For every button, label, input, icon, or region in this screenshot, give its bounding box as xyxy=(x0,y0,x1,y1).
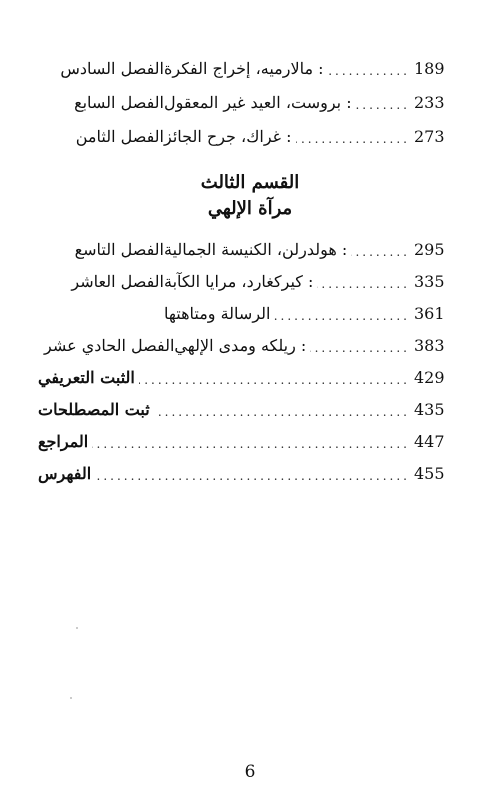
dot-leader xyxy=(310,338,410,358)
chapter-title: : ريلكه ومدى الإلهي xyxy=(174,336,307,355)
chapter-label: الفصل التاسع xyxy=(74,240,164,259)
page-number: 233 xyxy=(414,93,445,112)
backmatter-title: الثبت التعريفي xyxy=(38,368,135,387)
dot-leader xyxy=(356,95,410,115)
chapter-title: الرسالة ومتاهتها xyxy=(164,304,271,323)
chapter-label: الفصل السادس xyxy=(60,59,164,78)
page-number: 189 xyxy=(414,59,445,78)
page-number: 455 xyxy=(414,464,445,483)
chapter-title: : غراك، جرح الجائز xyxy=(164,127,292,146)
dot-leader xyxy=(274,306,410,326)
toc-entry xyxy=(38,398,448,422)
toc-entry xyxy=(38,91,448,115)
scan-speck xyxy=(70,697,72,699)
toc-entry xyxy=(38,270,448,294)
chapter-label: الفصل الثامن xyxy=(75,127,164,146)
page-number: 335 xyxy=(414,272,445,291)
dot-leader xyxy=(139,370,410,390)
backmatter-title: المراجع xyxy=(38,432,89,451)
dot-leader xyxy=(92,434,410,454)
toc-entry xyxy=(38,462,448,486)
page-number: 383 xyxy=(414,336,445,355)
dot-leader xyxy=(327,61,410,81)
toc-entry xyxy=(38,334,448,358)
chapter-title: : كيركغارد، مرايا الكآبة xyxy=(164,272,314,291)
page-folio: 6 xyxy=(244,762,256,782)
page-number: 295 xyxy=(414,240,445,259)
page-number: 447 xyxy=(414,432,445,451)
page-number: 273 xyxy=(414,127,445,146)
toc-entry xyxy=(38,366,448,390)
backmatter-title: الفهرس xyxy=(38,464,92,483)
chapter-label: الفصل السابع xyxy=(74,93,164,112)
dot-leader xyxy=(296,129,411,149)
toc-entry xyxy=(38,302,448,326)
page-number: 361 xyxy=(414,304,445,323)
dot-leader xyxy=(154,402,410,422)
chapter-title: : مالارميه، إخراج الفكرة xyxy=(164,59,324,78)
toc-entry xyxy=(38,430,448,454)
backmatter-title: ثبت المصطلحات xyxy=(38,400,150,419)
dot-leader xyxy=(351,242,410,262)
page-number: 429 xyxy=(414,368,445,387)
toc-entry xyxy=(38,238,448,262)
section-label: القسم الثالث xyxy=(200,172,300,193)
section-title: مرآة الإلهي xyxy=(207,198,293,219)
dot-leader xyxy=(95,466,410,486)
page-number: 435 xyxy=(414,400,445,419)
scan-speck xyxy=(76,627,78,629)
dot-leader xyxy=(317,274,410,294)
chapter-label: الفصل الحادي عشر xyxy=(44,336,175,355)
chapter-label: الفصل العاشر xyxy=(71,272,164,291)
toc-entry xyxy=(38,125,448,149)
chapter-title: : هولدرلن، الكنيسة الجمالية xyxy=(164,240,348,259)
chapter-title: : بروست، العيد غير المعقول xyxy=(164,93,352,112)
toc-entry xyxy=(38,57,448,81)
